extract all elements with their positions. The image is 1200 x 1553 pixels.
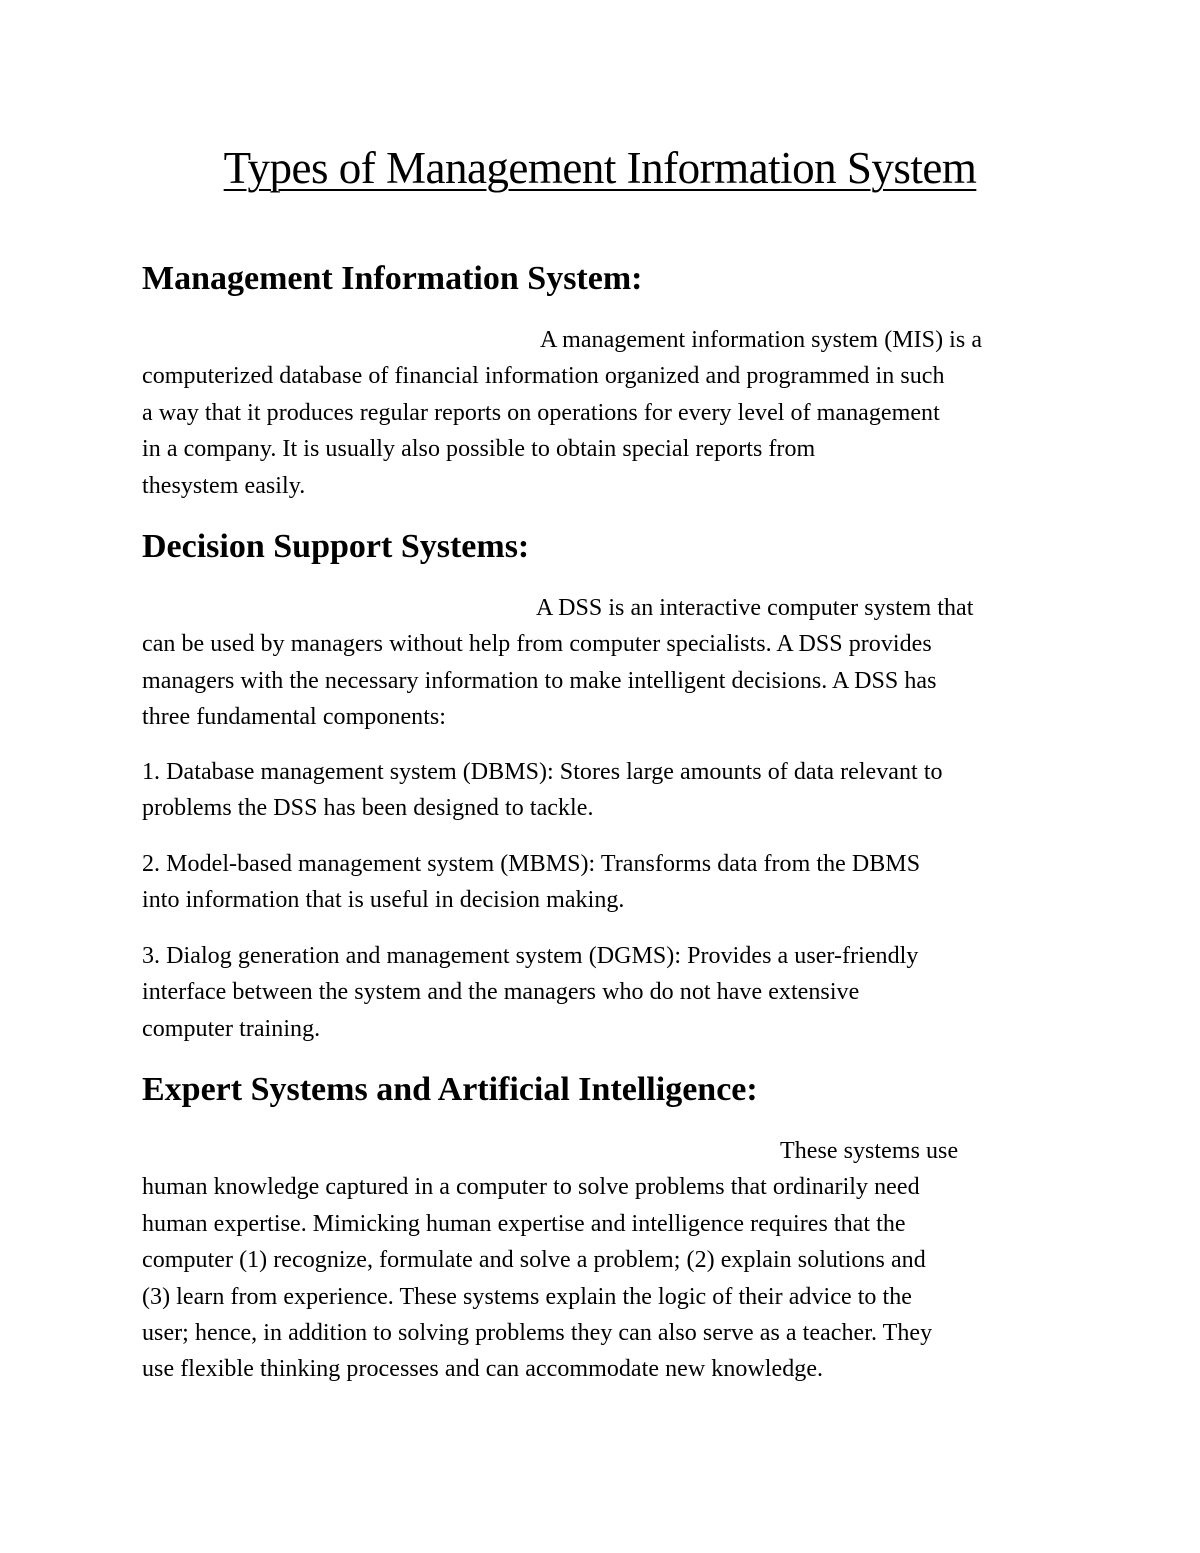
paragraph-line: user; hence, in addition to solving problems they can also serve as a teacher. They [142,1320,933,1347]
section-heading-dss: Decision Support Systems: [142,528,530,565]
section-heading-mis: Management Information System: [142,260,643,297]
paragraph-line: computer training. [142,1015,321,1042]
paragraph-line: (3) learn from experience. These systems explain the logic of their advice to the [142,1283,912,1310]
dss-component-1 [142,754,1072,827]
dss-component-2 [142,846,1072,919]
paragraph-line: a way that it produces regular reports on operations for every level of management [142,399,940,426]
section-paragraph-dss-intro [142,590,1072,736]
paragraph-line: 2. Model-based management system (MBMS): Transforms data from the DBMS [142,851,921,877]
section-paragraph-mis [142,322,1072,504]
paragraph-line: computerized database of financial information organized and programmed in such [142,363,945,390]
paragraph-line: A DSS is an interactive computer system that [536,595,974,621]
document-title [0,140,1200,196]
section-paragraph-expert-systems [142,1133,1072,1388]
section-heading-expert-systems: Expert Systems and Artificial Intelligence: [142,1071,758,1108]
dss-component-3 [142,938,1072,1047]
paragraph-line: three fundamental components: [142,704,447,731]
paragraph-line: into information that is useful in decision making. [142,887,625,914]
paragraph-line: managers with the necessary information to make intelligent decisions. A DSS has [142,667,937,694]
paragraph-line: 1. Database management system (DBMS): Stores large amounts of data relevant to [142,759,943,785]
document-title-text: Types of Management Information System [223,143,977,193]
paragraph-line: can be used by managers without help from computer specialists. A DSS provides [142,631,932,658]
paragraph-line: These systems use [780,1138,959,1164]
paragraph-line: problems the DSS has been designed to tackle. [142,795,594,822]
paragraph-line: thesystem easily. [142,472,306,499]
paragraph-line: A management information system (MIS) is a [540,327,983,353]
paragraph-line: human knowledge captured in a computer to solve problems that ordinarily need [142,1174,920,1201]
paragraph-line: human expertise. Mimicking human expertise and intelligence requires that the [142,1210,906,1237]
paragraph-line: in a company. It is usually also possible to obtain special reports from [142,436,816,463]
paragraph-line: computer (1) recognize, formulate and solve a problem; (2) explain solutions and [142,1247,926,1274]
paragraph-line: use flexible thinking processes and can accommodate new knowledge. [142,1356,824,1383]
paragraph-line: 3. Dialog generation and management system (DGMS): Provides a user-friendly [142,943,919,969]
paragraph-line: interface between the system and the managers who do not have extensive [142,979,860,1006]
